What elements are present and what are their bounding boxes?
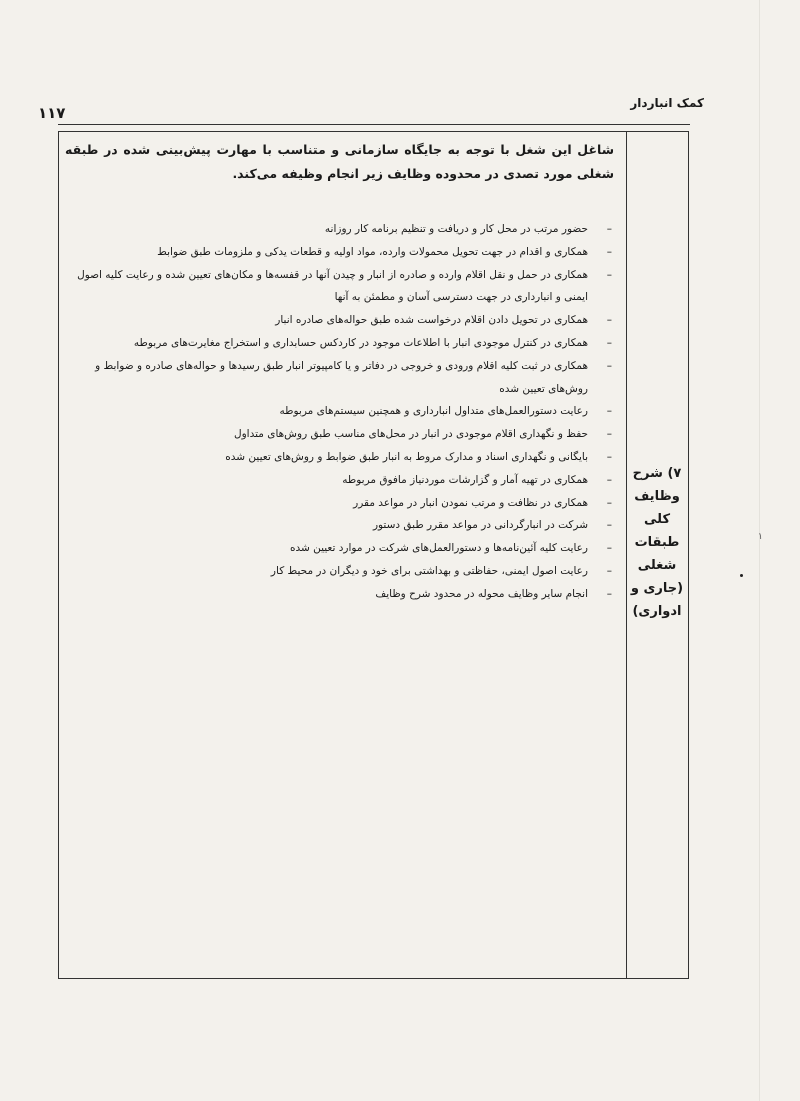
duty-item — [73, 241, 614, 264]
duty-item — [73, 309, 614, 332]
section-label-line: شغلی — [637, 558, 677, 573]
duty-item — [73, 492, 614, 515]
duty-text: رعایت دستورالعمل‌های متداول انبارداری و همچنین سیستم‌های مربوطه — [279, 405, 588, 418]
section-label-line: وظایف — [634, 489, 680, 504]
duty-text: همکاری در ثبت کلیه اقلام ورودی و خروجی در دفاتر و یا کامپیوتر انبار طبق رسیدها و حواله‌های صادره و ضوابط و روش‌های تعیین شده — [95, 359, 588, 395]
bullet-dash: – — [606, 336, 612, 349]
duty-item — [73, 446, 614, 469]
duty-item — [73, 355, 614, 401]
duty-text: رعایت اصول ایمنی، حفاظتی و بهداشتی برای خود و دیگران در محیط کار — [270, 564, 588, 577]
duty-text: حفظ و نگهداری اقلام موجودی در انبار در محل‌های مناسب طبق روش‌های متداول — [233, 428, 588, 441]
bullet-dash: – — [606, 450, 612, 463]
duties-table — [58, 131, 689, 979]
duty-text: انجام سایر وظایف محوله در محدود شرح وظایف — [375, 587, 588, 600]
bullet-dash: – — [606, 314, 612, 327]
duty-item — [73, 332, 614, 355]
bullet-dash: – — [606, 473, 612, 486]
duty-item — [73, 264, 614, 310]
duties-list — [73, 218, 614, 606]
section-label — [626, 462, 688, 623]
duty-text: همکاری در کنترل موجودی انبار با اطلاعات موجود در کاردکس حسابداری و استخراج مغایرت‌های مربوطه — [133, 336, 588, 349]
duty-item — [73, 537, 614, 560]
bullet-dash: – — [606, 519, 612, 532]
duty-text: همکاری در تحویل دادن اقلام درخواست شده طبق حواله‌های صادره انبار — [275, 314, 588, 327]
bullet-dash: – — [606, 223, 612, 235]
bullet-dash: – — [606, 428, 612, 441]
bullet-dash: – — [606, 542, 612, 555]
section-label-line: طبقات — [634, 535, 680, 550]
duty-text: رعایت کلیه آئین‌نامه‌ها و دستورالعمل‌های شرکت در موارد تعیین شده — [289, 542, 588, 555]
duty-text: حضور مرتب در محل کار و دریافت و تنظیم برنامه کار روزانه — [324, 223, 588, 235]
scan-dot — [740, 574, 743, 577]
duty-text: شرکت در انبارگردانی در مواعد مقرر طبق دستور — [372, 519, 588, 532]
duty-item — [73, 400, 614, 423]
bullet-dash: – — [606, 245, 612, 258]
page-number: ۱۱۷ — [38, 104, 66, 122]
section-intro: شاغل این شغل با توجه به جایگاه سازمانی و متناسب با مهارت پیش‌بینی شده در طبقه شغلی مورد تصدی در محدوده وظایف زیر انجام وظیفه می‌کند. — [65, 142, 614, 181]
section-label-line: ادواری) — [632, 604, 682, 619]
duty-item — [73, 560, 614, 583]
duty-text: همکاری در تهیه آمار و گزارشات موردنیاز مافوق مربوطه — [342, 473, 588, 486]
duty-text: همکاری و اقدام در جهت تحویل محمولات وارده، مواد اولیه و قطعات یدکی و ملزومات طبق ضوابط — [157, 245, 588, 258]
bullet-dash: – — [606, 564, 612, 577]
running-header-title: کمک انباردار — [630, 96, 704, 110]
duty-item — [73, 514, 614, 537]
page-edge — [759, 0, 760, 1101]
section-label-line: کلی — [643, 512, 671, 527]
margin-mark: ۱ — [758, 532, 763, 542]
section-label-cell — [626, 132, 688, 978]
bullet-dash: – — [606, 405, 612, 418]
bullet-dash: – — [606, 268, 612, 281]
duty-text: همکاری در حمل و نقل اقلام وارده و صادره از انبار و چیدن آنها در قفسه‌ها و مکان‌های تعیین شده و رعایت کلیه اصول ایمنی و انبارداری در جهت دسترسی آسان و مطمئن به آنها — [77, 268, 588, 304]
bullet-dash: – — [606, 359, 612, 372]
duty-item — [73, 423, 614, 446]
duties-cell — [59, 132, 626, 978]
bullet-dash: – — [606, 496, 612, 509]
header-rule — [58, 124, 690, 125]
duty-item — [73, 583, 614, 606]
duty-item — [73, 218, 614, 241]
duty-item — [73, 469, 614, 492]
duty-text: همکاری در نظافت و مرتب نمودن انبار در مواعد مقرر — [353, 496, 588, 509]
section-label-line: ۷) شرح — [632, 466, 682, 481]
section-label-line: (جاری و — [630, 581, 684, 596]
duty-text: بایگانی و نگهداری اسناد و مدارک مروط به انبار طبق ضوابط و روش‌های تعیین شده — [225, 450, 588, 463]
bullet-dash: – — [606, 587, 612, 600]
